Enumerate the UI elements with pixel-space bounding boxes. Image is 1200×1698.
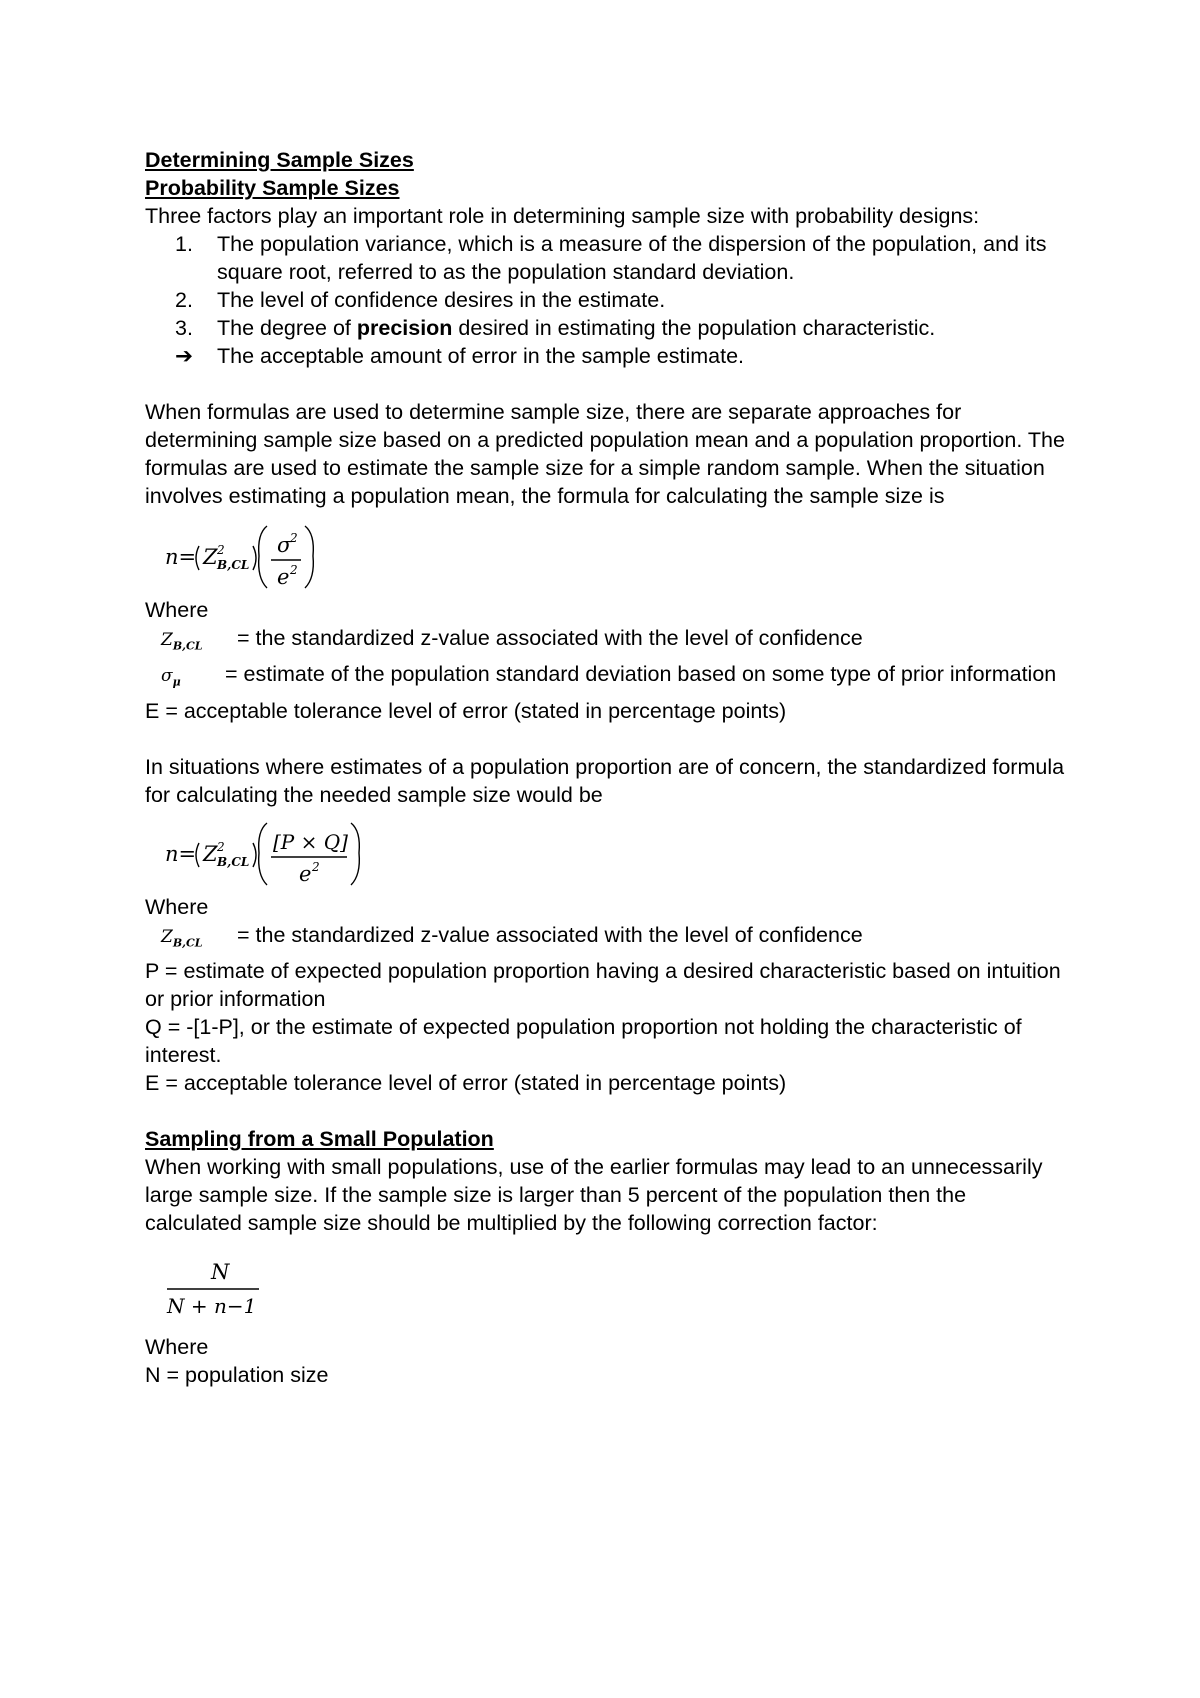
arrow-item-text: The acceptable amount of error in the sample estimate. bbox=[217, 344, 745, 368]
definition-sigma: $\sigma_\mu$ = estimate of the population standard deviation based on some type of prior information bbox=[145, 660, 1065, 696]
formula2-z-sub: B,CL bbox=[217, 854, 250, 869]
formula2-den-sup: 2 bbox=[312, 859, 320, 874]
list-item-text: The level of confidence desires in the estimate. bbox=[217, 288, 666, 312]
formula-z-sub: B,CL bbox=[217, 558, 250, 572]
formula-num-sup: 2 bbox=[290, 531, 298, 545]
symbol-sigma: $\sigma_\mu$ bbox=[161, 666, 181, 689]
definition-z-2: $Z_{B,CL}$ = the standardized z-value associated with the level of confidence bbox=[145, 921, 1065, 957]
formula-mean bbox=[159, 522, 1065, 596]
list-item-text: The population variance, which is a measure of the dispersion of the population, and its square root, referred to as the population standard deviation. bbox=[217, 232, 1047, 284]
formula-num: σ bbox=[277, 533, 292, 557]
where-label-1: Where bbox=[145, 598, 209, 622]
definition-e-2: E = acceptable tolerance level of error (stated in percentage points) bbox=[145, 1071, 787, 1096]
list-number: 3. bbox=[175, 316, 193, 340]
definition-n: N = population size bbox=[145, 1363, 329, 1388]
main-heading: Determining Sample Sizes bbox=[145, 148, 414, 172]
where-label-3: Where bbox=[145, 1335, 209, 1360]
formula-den-sup: 2 bbox=[290, 563, 298, 577]
definition-p: P = estimate of expected population proportion having a desired characteristic based on intuition or prior information bbox=[145, 959, 1061, 1012]
definition-q: Q = -[1-P], or the estimate of expected population proportion not holding the characteristic of interest. bbox=[145, 1015, 1022, 1068]
small-population-paragraph: When working with small populations, use of the earlier formulas may lead to an unnecessarily large sample size. If the sample size is larger than 5 percent of the population then the calculated sample size should be multiplied by the following correction factor: bbox=[145, 1155, 1043, 1236]
formula-den: e bbox=[277, 565, 290, 589]
factor-list bbox=[145, 230, 1065, 370]
formula-z: Z bbox=[203, 545, 218, 569]
arrow-right-icon: ➔ bbox=[175, 344, 194, 368]
list-item bbox=[145, 342, 1065, 370]
formula2-num: [P × Q] bbox=[273, 829, 348, 854]
where-label-2: Where bbox=[145, 894, 209, 919]
small-population-heading: Sampling from a Small Population bbox=[145, 1127, 494, 1152]
sub-heading: Probability Sample Sizes bbox=[145, 176, 400, 200]
correction-num: N bbox=[211, 1260, 230, 1285]
bold-term: precision bbox=[356, 316, 453, 340]
formula2-z: Z bbox=[203, 841, 218, 866]
correction-factor-svg bbox=[163, 1255, 303, 1325]
formula-z-sup: 2 bbox=[217, 543, 225, 557]
symbol-z: $Z_{B,CL}$ bbox=[161, 630, 203, 653]
list-item-text-after: desired in estimating the population characteristic. bbox=[452, 316, 936, 340]
correction-factor bbox=[163, 1249, 1065, 1333]
symbol-z: $Z_{B,CL}$ bbox=[161, 926, 203, 950]
list-number: 1. bbox=[175, 232, 193, 256]
proportion-paragraph: In situations where estimates of a population proportion are of concern, the standardized formula for calculating the needed sample size would be bbox=[145, 754, 1065, 807]
document-page bbox=[145, 146, 1065, 1389]
list-number: 2. bbox=[175, 288, 193, 312]
formula-proportion bbox=[159, 819, 1065, 893]
formula2-den: e bbox=[299, 861, 312, 886]
formula-mean-svg bbox=[159, 522, 379, 596]
formulas-paragraph: When formulas are used to determine sample size, there are separate approaches for determining sample size based on a predicted population mean and a population proportion. The formulas are used to estimate the sample size for a simple random sample. When the situation involves estimating a population mean, the formula for calculating the sample size is bbox=[145, 400, 1065, 508]
formula2-z-sup: 2 bbox=[217, 839, 225, 854]
correction-den: N + n−1 bbox=[167, 1294, 257, 1319]
definition-z-1: $Z_{B,CL}$ = the standardized z-value associated with the level of confidence bbox=[145, 624, 1065, 660]
formula2-lhs: n= bbox=[165, 841, 197, 866]
definition-e-1: E = acceptable tolerance level of error (stated in percentage points) bbox=[145, 698, 787, 723]
formula-lhs: n= bbox=[165, 545, 197, 569]
intro-paragraph: Three factors play an important role in determining sample size with probability designs: bbox=[145, 204, 980, 228]
formula-proportion-svg bbox=[159, 819, 419, 893]
list-item bbox=[145, 314, 1065, 342]
list-item-text-before: The degree of bbox=[217, 316, 357, 340]
list-item bbox=[145, 286, 1065, 314]
list-item bbox=[145, 230, 1065, 286]
